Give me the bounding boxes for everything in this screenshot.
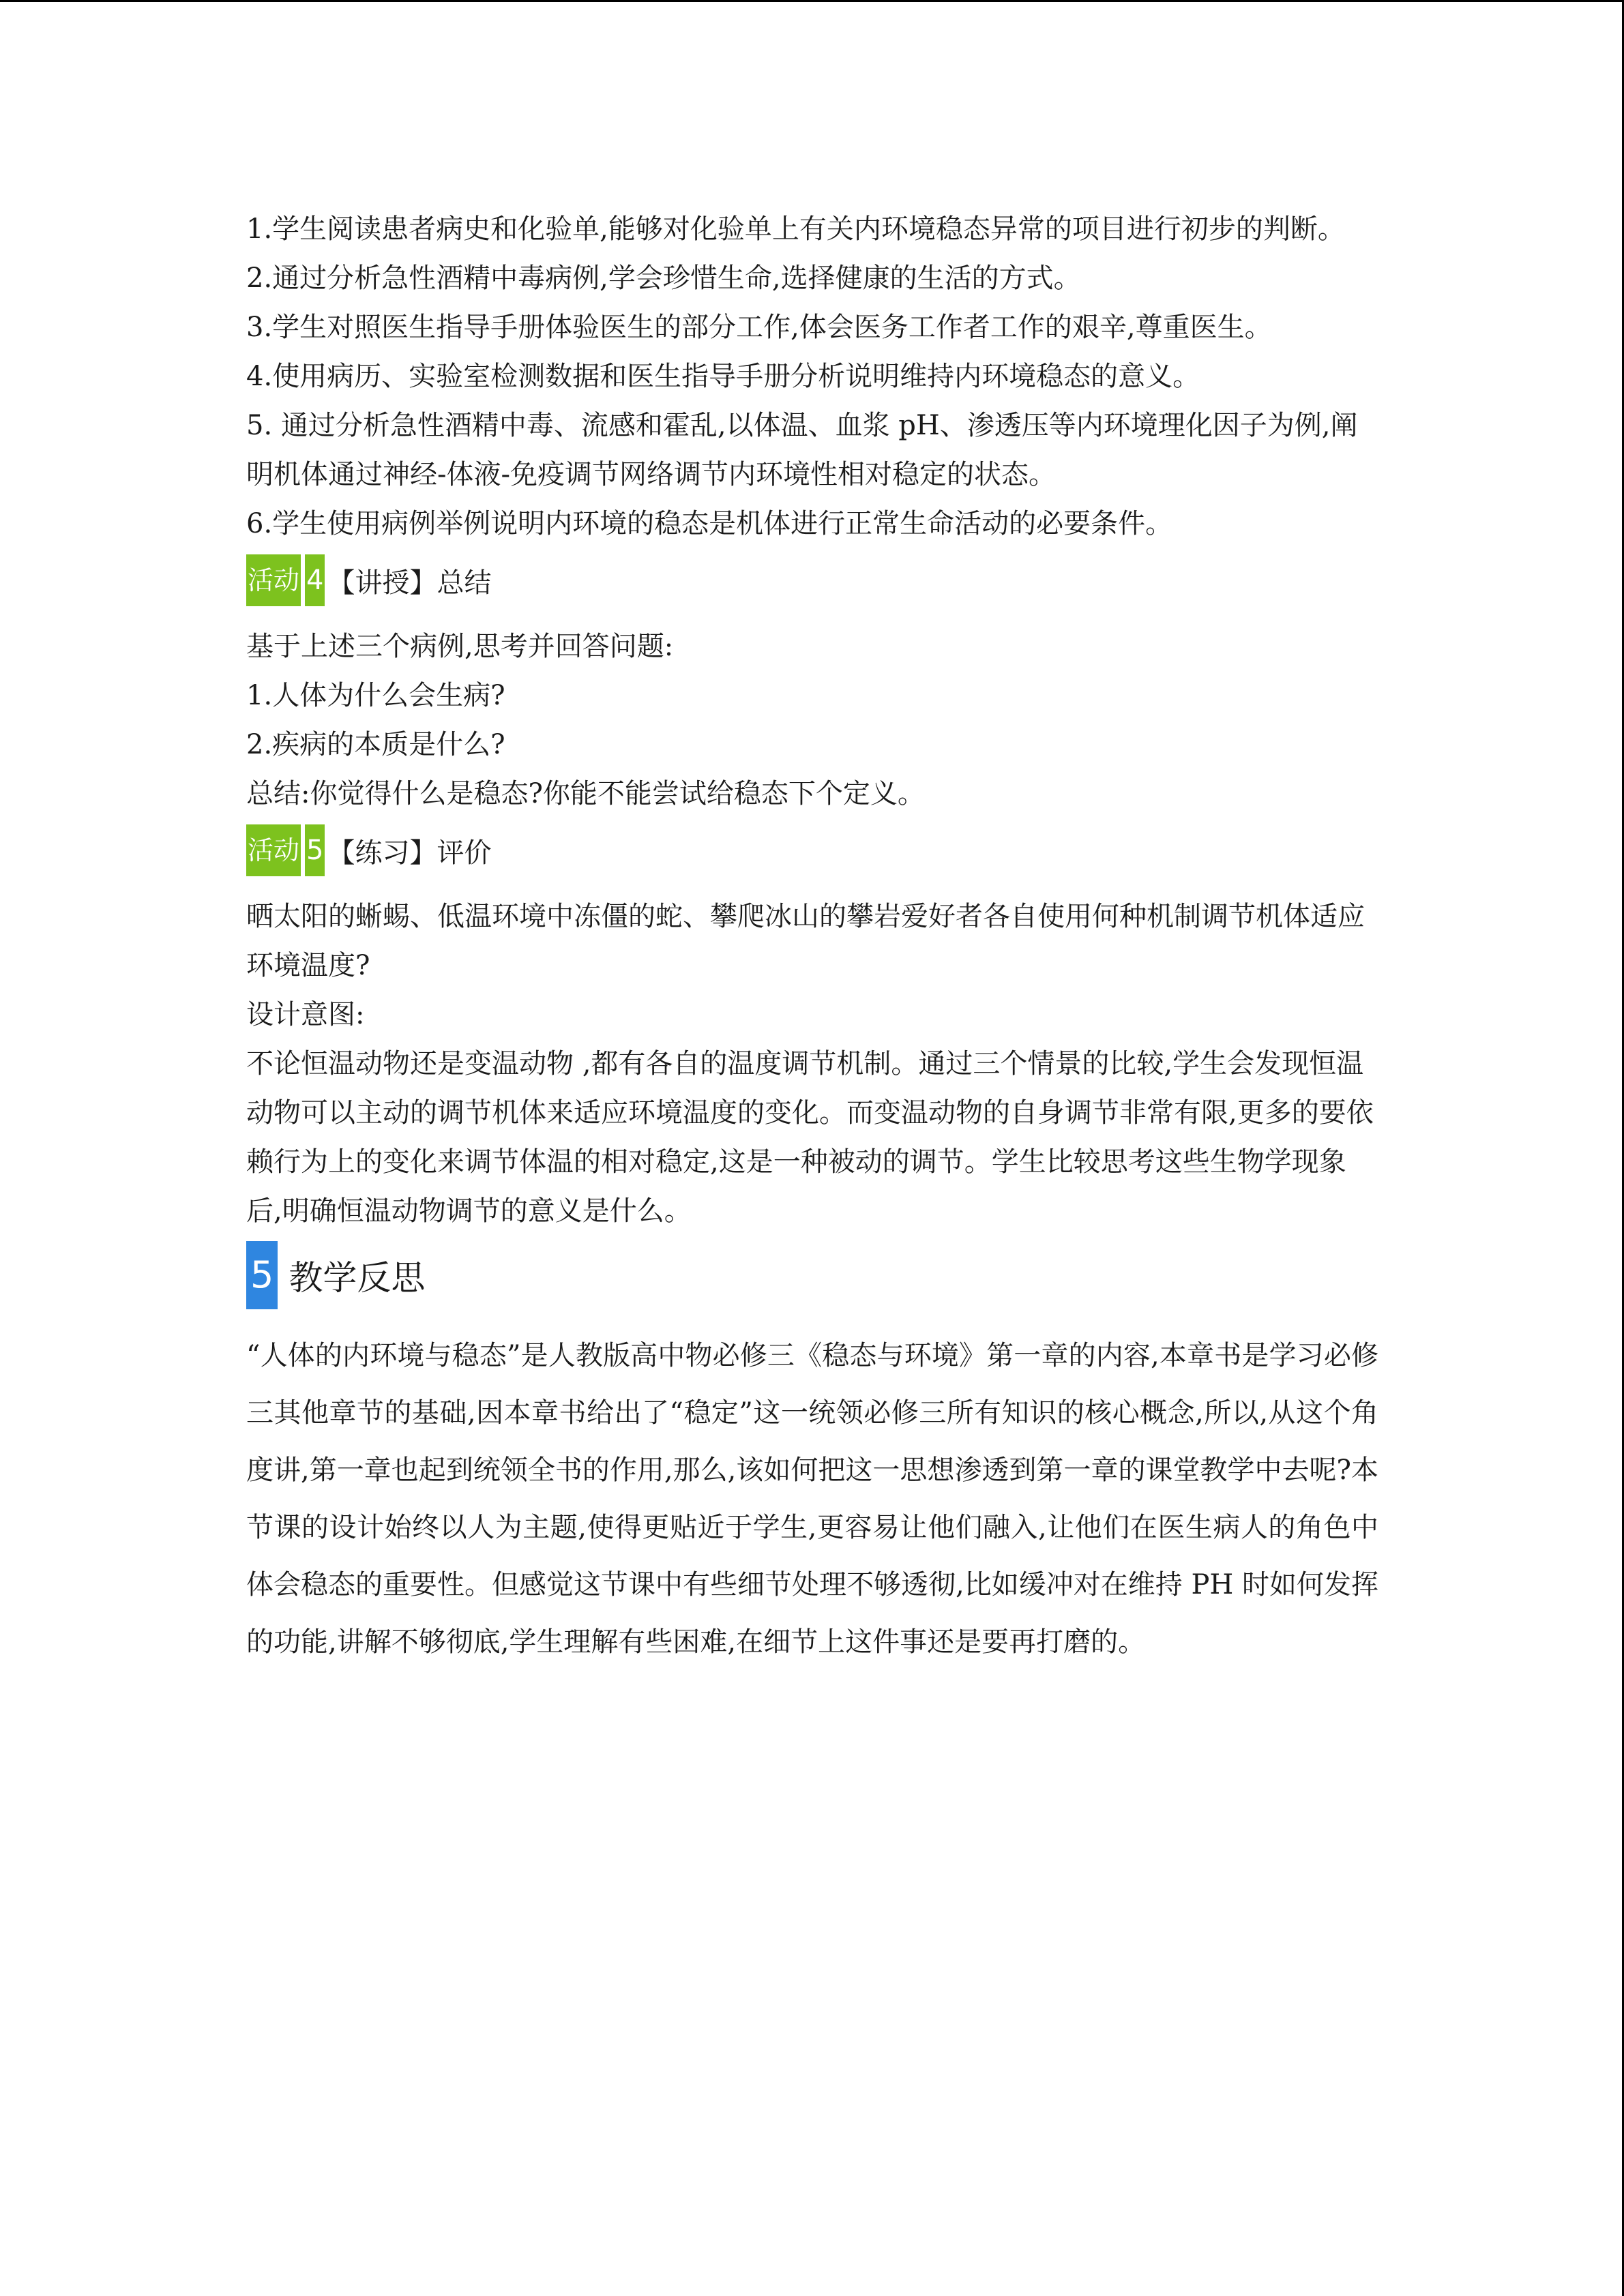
section-title: 教学反思 [289,1258,426,1298]
section-5-heading [246,1241,1378,1309]
activity-5-heading [246,821,1378,880]
activity-4-line-4: 总结:你觉得什么是稳态?你能不能尝试给稳态下个定义。 [246,778,925,809]
activity-tag: 活动 [246,824,301,876]
activity-number: 5 [305,824,325,876]
activity-4-line-1: 基于上述三个病例,思考并回答问题: [246,631,674,662]
design-intent-label: 设计意图: [246,999,365,1030]
document-page [246,205,1378,1671]
goal-1: 1.学生阅读患者病史和化验单,能够对化验单上有关内环境稳态异常的项目进行初步的判断。 [246,213,1345,245]
activity-label: 【练习】评价 [327,837,492,869]
section-number: 5 [246,1241,278,1309]
learning-goals [246,205,1378,548]
activity-5-body [246,892,1378,1236]
goal-6: 6.学生使用病例举例说明内环境的稳态是机体进行正常生命活动的必要条件。 [246,508,1173,539]
goal-4: 4.使用病历、实验室检测数据和医生指导手册分析说明维持内环境稳态的意义。 [246,361,1200,392]
activity-number: 4 [305,554,325,606]
goal-3: 3.学生对照医生指导手册体验医生的部分工作,体会医务工作者工作的艰辛,尊重医生。 [246,312,1272,343]
page-top-border [0,0,1624,2]
activity-tag: 活动 [246,554,301,606]
design-intent-text: 不论恒温动物还是变温动物 ,都有各自的温度调节机制。通过三个情景的比较,学生会发现恒温动物可以主动的调节机体来适应环境温度的变化。而变温动物的自身调节非常有限,更多的要依赖行为上的变化来调节体温的相对稳定,这是一种被动的调节。学生比较思考这些生物学现象后,明确恒温动物调节的意义是什么。 [246,1048,1374,1227]
goal-2: 2.通过分析急性酒精中毒病例,学会珍惜生命,选择健康的生活的方式。 [246,263,1081,294]
activity-4-line-3: 2.疾病的本质是什么? [246,729,505,760]
goal-5: 5. 通过分析急性酒精中毒、流感和霍乱,以体温、血浆 pH、渗透压等内环境理化因子为例,阐明机体通过神经-体液-免疫调节网络调节内环境性相对稳定的状态。 [246,410,1358,490]
activity-label: 【讲授】总结 [327,567,492,599]
activity-4-line-2: 1.人体为什么会生病? [246,680,505,711]
reflection-text: “人体的内环境与稳态”是人教版高中物必修三《稳态与环境》第一章的内容,本章书是学习必修三其他章节的基础,因本章书给出了“稳定”这一统领必修三所有知识的核心概念,所以,从这个角度讲,第一章也起到统领全书的作用,那么,该如何把这一思想渗透到第一章的课堂教学中去呢?本节课的设计始终以人为主题,使得更贴近于学生,更容易让他们融入,让他们在医生病人的角色中体会稳态的重要性。但感觉这节课中有些细节处理不够透彻,比如缓冲对在维持 PH 时如何发挥的功能,讲解不够彻底,学生理解有些困难,在细节上这件事还是要再打磨的。 [246,1340,1378,1658]
activity-4-heading [246,551,1378,610]
activity-5-question: 晒太阳的蜥蜴、低温环境中冻僵的蛇、攀爬冰山的攀岩爱好者各自使用何种机制调节机体适应环境温度? [246,901,1365,981]
activity-4-body [246,622,1378,818]
